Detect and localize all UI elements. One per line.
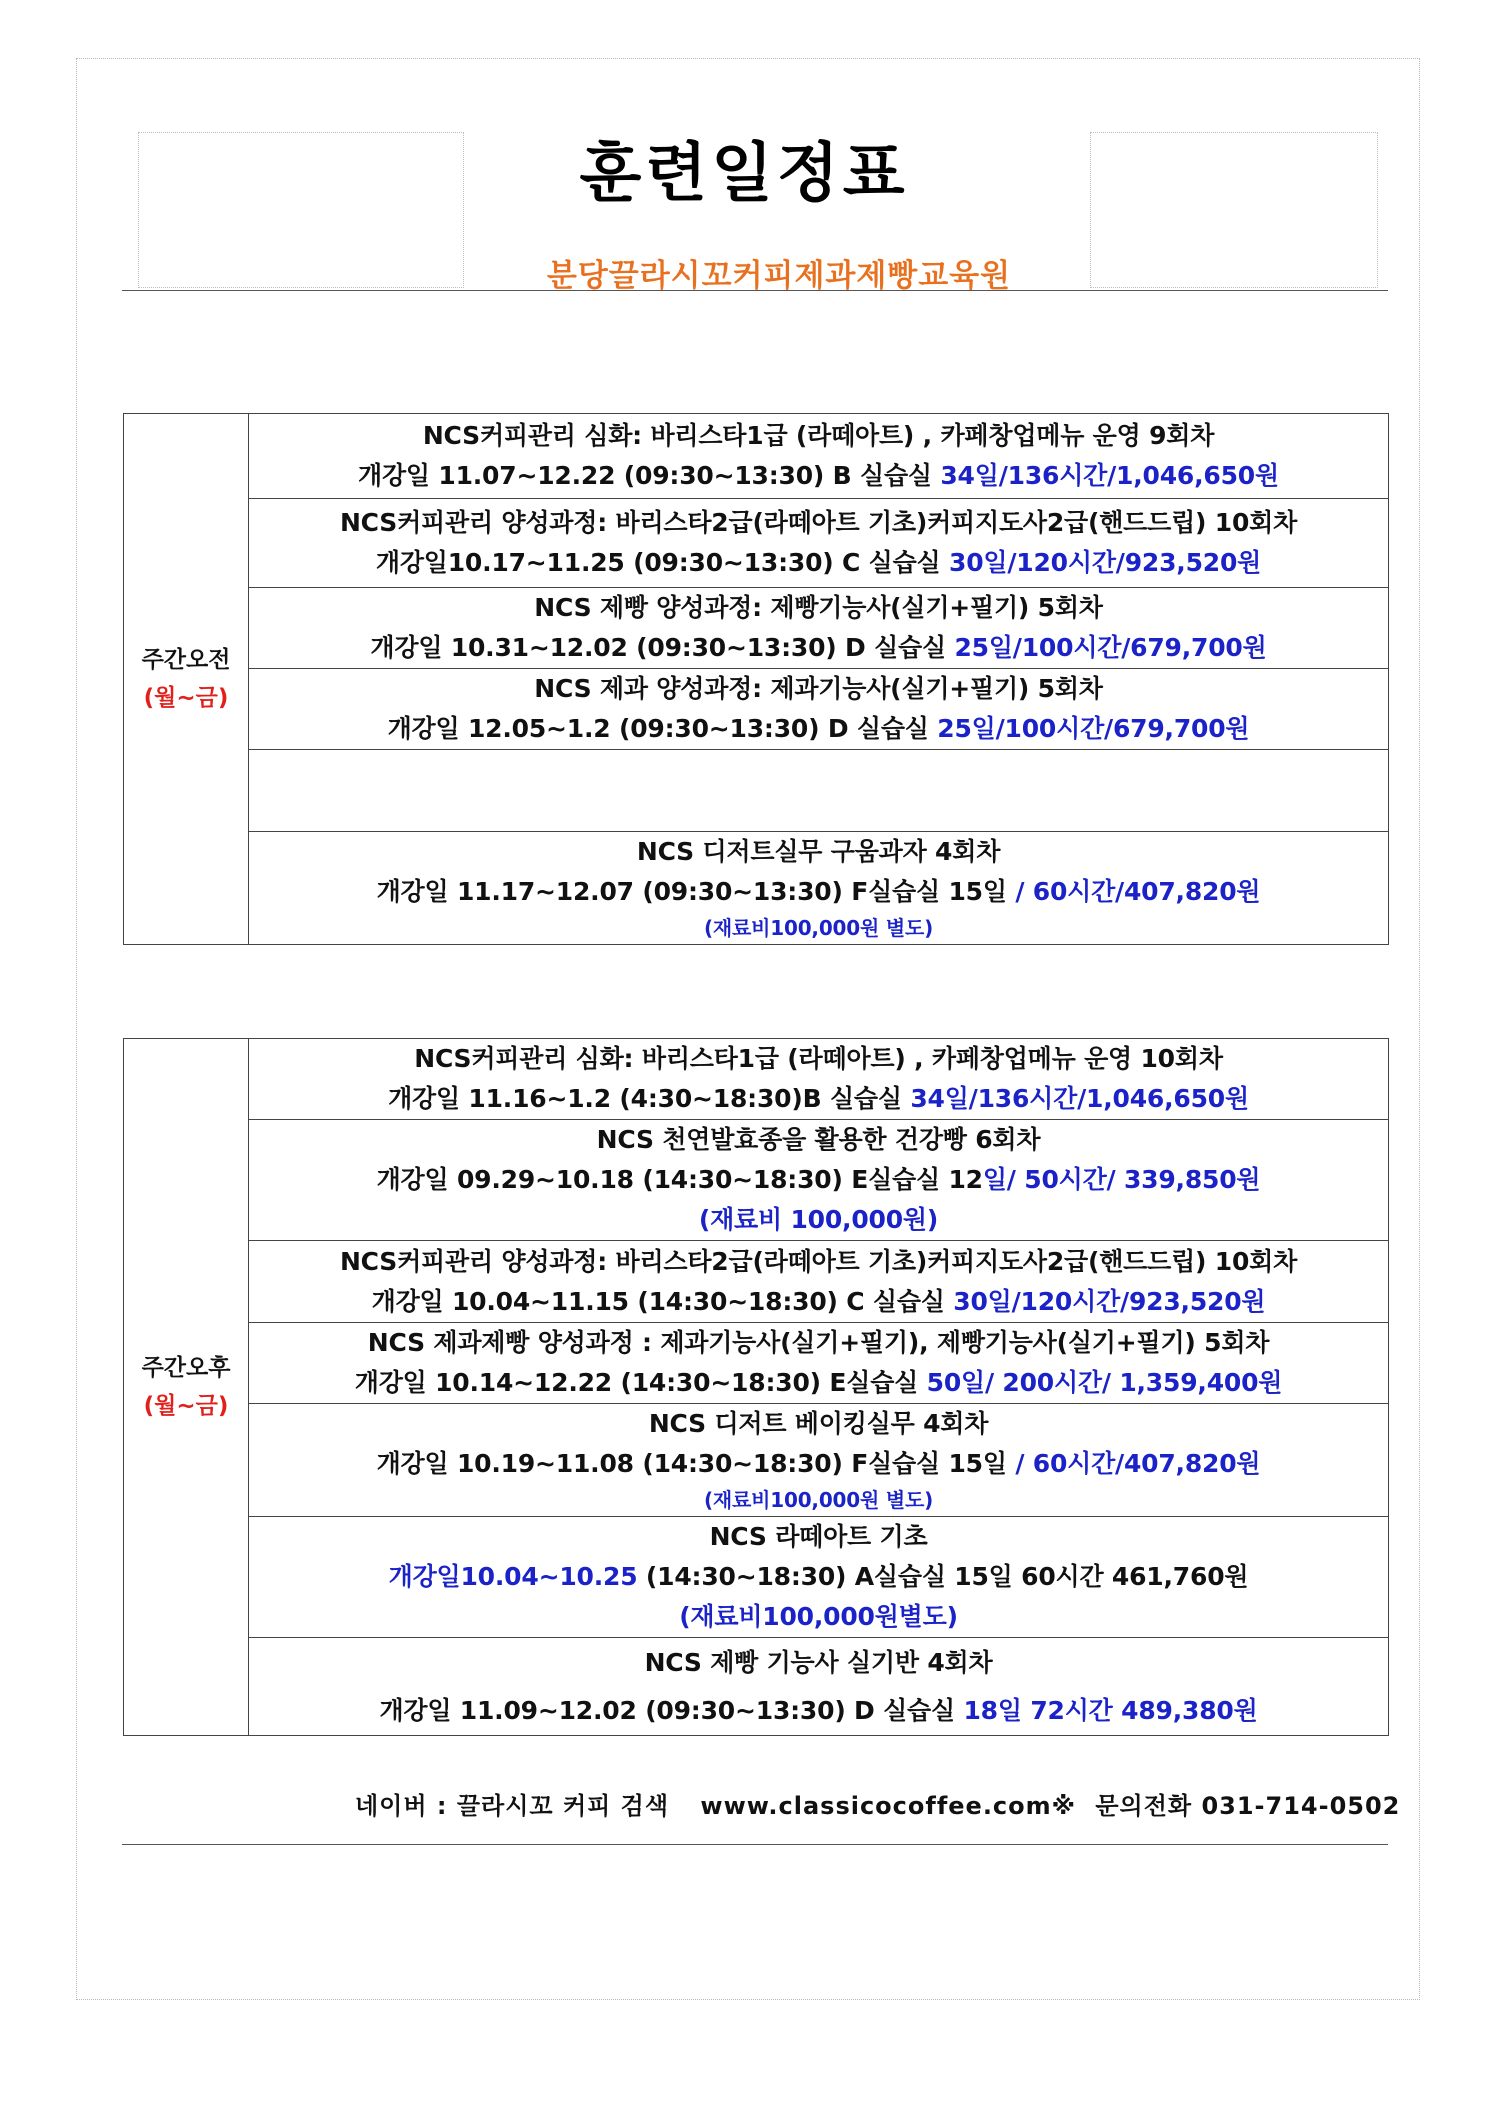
academy-name: 분당끌라시꼬커피제과제빵교육원 [546,258,1012,294]
website-link[interactable]: www.classicocoffee.com※ [700,1792,1076,1820]
page-title: 훈련일정표 [579,136,909,211]
course-cell: NCS 디저트 베이킹실무 4회차 개강일 10.19~11.08 (14:30~18:30) F실습실 15일 / 60시간/407,820원 (재료비100,000원 별도) [249,1404,1389,1517]
footer-divider [122,1844,1388,1845]
course-cell: NCS 제빵 양성과정: 제빵기능사(실기+필기) 5회차 개강일 10.31~12.02 (09:30~13:30) D 실습실 25일/100시간/679,700원 [249,588,1389,669]
course-cell: NCS 천연발효종을 활용한 건강빵 6회차 개강일 09.29~10.18 (14:30~18:30) E실습실 12일/ 50시간/ 339,850원 (재료비 100,000원) [249,1120,1389,1241]
afternoon-schedule-table [123,1038,1389,1736]
naver-search-hint: 네이버 : 끌라시꼬 커피 검색 [355,1792,670,1820]
course-cell: NCS커피관리 심화: 바리스타1급 (라떼아트) , 카페창업메뉴 운영 9회차 개강일 11.07~12.22 (09:30~13:30) B 실습실 34일/136시간/1,046,650원 [249,414,1389,499]
course-cell: NCS커피관리 양성과정: 바리스타2급(라떼아트 기초)커피지도사2급(핸드드립) 10회차 개강일10.17~11.25 (09:30~13:30) C 실습실 30일/120시간/923,520원 [249,499,1389,588]
phone-number: 문의전화 031-714-0502 [1095,1792,1401,1820]
course-cell: NCS 라떼아트 기초 개강일10.04~10.25 (14:30~18:30) A실습실 15일 60시간 461,760원 (재료비100,000원별도) [249,1517,1389,1638]
course-cell: NCS 디저트실무 구움과자 4회차 개강일 11.17~12.07 (09:30~13:30) F실습실 15일 / 60시간/407,820원 (재료비100,000원 별도) [249,832,1389,945]
course-cell: NCS 제과제빵 양성과정 : 제과기능사(실기+필기), 제빵기능사(실기+필기) 5회차 개강일 10.14~12.22 (14:30~18:30) E실습실 50일/ 200시간/ 1,359,400원 [249,1323,1389,1404]
course-cell: NCS커피관리 심화: 바리스타1급 (라떼아트) , 카페창업메뉴 운영 10회차 개강일 11.16~1.2 (4:30~18:30)B 실습실 34일/136시간/1,046,650원 [249,1039,1389,1120]
empty-cell [249,750,1389,832]
morning-session-label: 주간오전 (월~금) [124,414,249,945]
course-cell: NCS 제과 양성과정: 제과기능사(실기+필기) 5회차 개강일 12.05~1.2 (09:30~13:30) D 실습실 25일/100시간/679,700원 [249,669,1389,750]
morning-schedule-table [123,413,1389,945]
course-cell: NCS커피관리 양성과정: 바리스타2급(라떼아트 기초)커피지도사2급(핸드드립) 10회차 개강일 10.04~11.15 (14:30~18:30) C 실습실 30일/120시간/923,520원 [249,1241,1389,1323]
afternoon-session-label: 주간오후 (월~금) [124,1039,249,1736]
header-divider [122,290,1388,291]
contact-footer [355,1786,1422,1821]
course-cell: NCS 제빵 기능사 실기반 4회차 개강일 11.09~12.02 (09:30~13:30) D 실습실 18일 72시간 489,380원 [249,1638,1389,1736]
